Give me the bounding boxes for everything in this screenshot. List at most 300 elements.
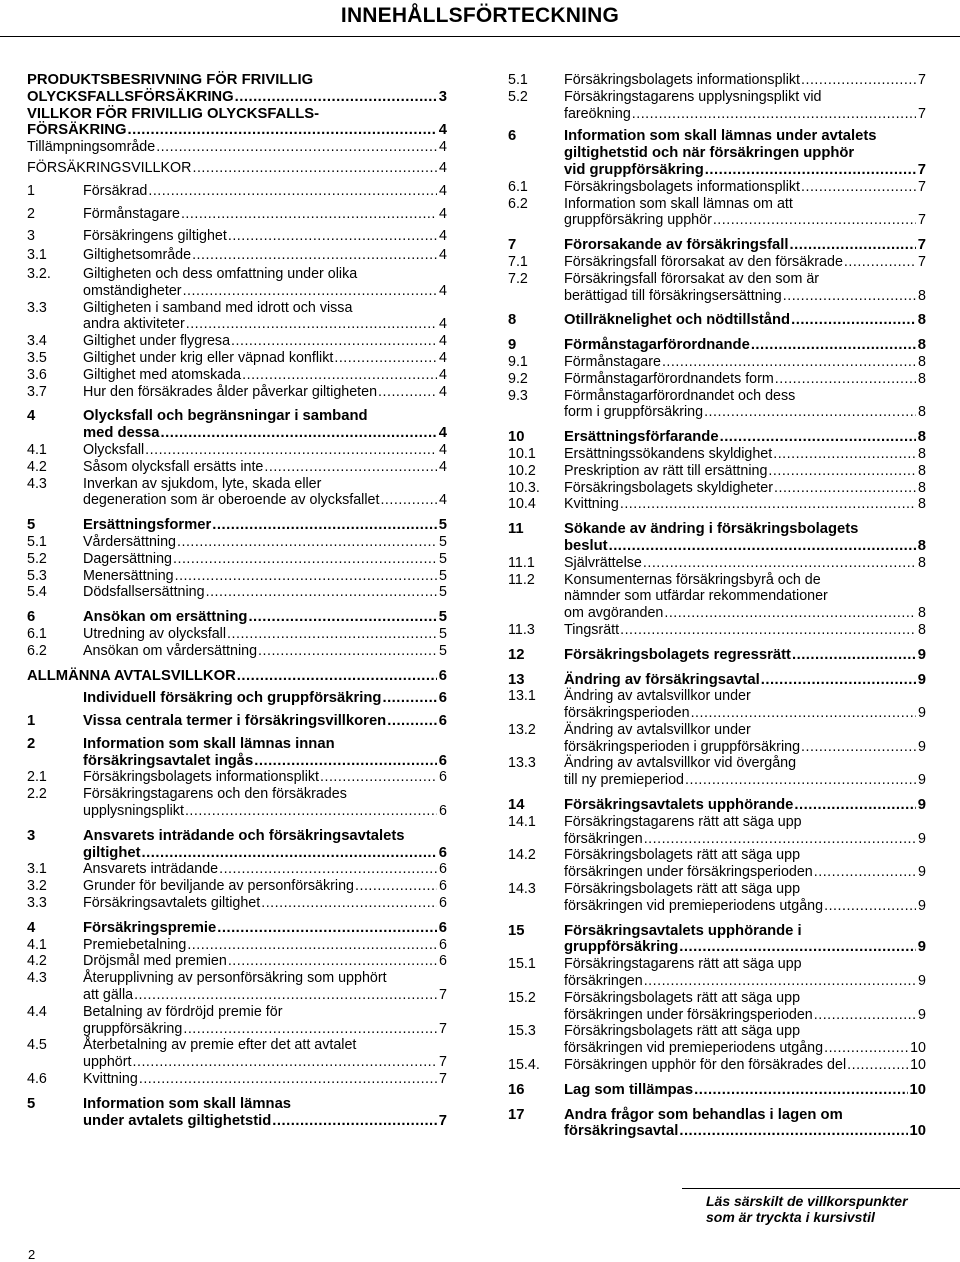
toc-entry xyxy=(27,350,447,367)
toc-entry xyxy=(508,688,926,722)
toc-entry-text xyxy=(83,300,447,334)
toc-entry-page: 4 xyxy=(439,228,447,245)
toc-entry-text xyxy=(564,847,926,881)
toc-entry-page: 7 xyxy=(438,1112,447,1129)
toc-entry-title: Självrättelse xyxy=(564,554,642,571)
toc-entry-page: 9 xyxy=(918,738,926,755)
toc-entry-text xyxy=(83,609,447,626)
toc-entry-number: 4.3 xyxy=(27,475,47,492)
toc-entry xyxy=(508,429,926,446)
toc-entry xyxy=(508,1057,926,1074)
toc-entry-text xyxy=(27,139,447,156)
toc-entry-text xyxy=(83,690,447,707)
dot-leader xyxy=(844,254,916,271)
toc-entry xyxy=(27,937,447,954)
toc-entry-number: 3.4 xyxy=(27,333,47,350)
toc-entry xyxy=(27,160,447,177)
toc-entry-number: 4.4 xyxy=(27,1003,47,1020)
toc-entry-title: Försäkringens giltighet xyxy=(83,228,227,245)
toc-entry xyxy=(27,139,447,156)
toc-entry-text xyxy=(564,480,926,497)
toc-entry-title: Utredning av olycksfall xyxy=(83,625,227,642)
toc-entry xyxy=(508,672,926,689)
toc-entry xyxy=(508,755,926,789)
toc-entry-page: 7 xyxy=(918,105,926,122)
toc-entry xyxy=(508,128,926,178)
dot-leader xyxy=(609,538,916,555)
toc-entry-text xyxy=(564,179,926,196)
toc-entry-title: Försäkringsbolagets informationsplikt xyxy=(564,178,801,195)
toc-entry-number: 3.5 xyxy=(27,349,47,366)
toc-entry-title: Betalning av fördröjd premie för xyxy=(83,1003,283,1020)
toc-entry-number: 3.7 xyxy=(27,383,47,400)
toc-entry-page: 3 xyxy=(438,88,447,105)
dot-leader xyxy=(632,106,916,123)
dot-leader xyxy=(378,384,437,401)
toc-entry-number: 4.2 xyxy=(27,953,47,970)
toc-entry-title: PRODUKTSBESRIVNING FÖR FRIVILLIG xyxy=(27,72,314,88)
toc-entry-title: Sökande av ändring i försäkringsbolagets xyxy=(564,521,859,538)
toc-entry-title: nämnder som utfärdar rekommendationer xyxy=(564,588,828,605)
dot-leader xyxy=(801,72,916,89)
dot-leader xyxy=(783,288,916,305)
toc-entry-page: 6 xyxy=(438,752,447,769)
toc-entry-page: 8 xyxy=(918,554,926,571)
toc-entry xyxy=(27,551,447,568)
toc-entry-title: Ansökan om vårdersättning xyxy=(83,642,258,659)
toc-entry-title: Lag som tillämpas xyxy=(564,1081,694,1098)
toc-entry-title: försäkringen under försäkringsperioden xyxy=(564,864,813,881)
dot-leader xyxy=(173,551,437,568)
dot-leader xyxy=(212,517,436,534)
toc-entry xyxy=(508,814,926,848)
toc-entry-number: 13 xyxy=(508,671,525,688)
dot-leader xyxy=(794,797,915,814)
toc-entry-text xyxy=(564,446,926,463)
dot-leader xyxy=(237,668,437,685)
dot-leader xyxy=(713,212,916,229)
toc-entry-title: försäkringen xyxy=(564,830,643,847)
toc-entry-page: 9 xyxy=(918,864,926,881)
dot-leader xyxy=(127,122,436,139)
toc-entry-page: 10 xyxy=(909,1081,926,1098)
toc-entry-title: försäkringsavtal xyxy=(564,1123,679,1140)
toc-entry xyxy=(27,568,447,585)
dot-leader xyxy=(679,1123,907,1140)
toc-entry-text xyxy=(564,1057,926,1074)
toc-entry-number: 2 xyxy=(27,205,35,222)
page-header xyxy=(0,0,960,37)
dot-leader xyxy=(187,937,437,954)
toc-entry-number: 10.4 xyxy=(508,496,536,513)
toc-entry-title: form i gruppförsäkring xyxy=(564,404,704,421)
toc-entry-number: 5.2 xyxy=(508,88,528,105)
dot-leader xyxy=(620,622,916,639)
dot-leader xyxy=(334,350,437,367)
toc-entry-number: 4.1 xyxy=(27,936,47,953)
toc-entry-title: Ersättningsformer xyxy=(83,517,212,534)
toc-entry xyxy=(508,446,926,463)
toc-entry xyxy=(27,266,447,300)
dot-leader xyxy=(145,442,437,459)
toc-entry xyxy=(508,647,926,664)
toc-entry-page: 4 xyxy=(439,441,447,458)
toc-entry-page: 7 xyxy=(439,1054,447,1071)
toc-entry-title: Ersättningsförfarande xyxy=(564,429,719,446)
toc-entry-title: ALLMÄNNA AVTALSVILLKOR xyxy=(27,667,236,684)
toc-entry-page: 4 xyxy=(439,205,447,222)
toc-entry-text xyxy=(83,953,447,970)
toc-entry-text xyxy=(564,622,926,639)
dot-leader xyxy=(192,160,437,177)
dot-leader xyxy=(814,1007,916,1024)
dot-leader xyxy=(685,772,916,789)
toc-entry-page: 4 xyxy=(439,366,447,383)
toc-entry-number: 5 xyxy=(27,1095,36,1112)
dot-leader xyxy=(272,1113,436,1130)
toc-entry-page: 6 xyxy=(438,844,447,861)
toc-entry-page: 9 xyxy=(917,646,926,663)
toc-entry-title: Försäkringsbolagets informationsplikt xyxy=(564,72,801,88)
toc-entry xyxy=(27,690,447,707)
toc-entry-text xyxy=(564,429,926,446)
dot-leader xyxy=(185,803,437,820)
dot-leader xyxy=(227,626,437,643)
toc-entry-text xyxy=(564,254,926,271)
toc-entry-number: 6 xyxy=(508,128,517,145)
toc-entry-page: 6 xyxy=(439,936,447,953)
toc-entry xyxy=(508,480,926,497)
toc-entry xyxy=(508,254,926,271)
toc-entry-title: Grunder för beviljande av personförsäkring xyxy=(83,878,354,895)
toc-entry-number: 7.2 xyxy=(508,270,528,287)
toc-entry-text xyxy=(83,350,447,367)
toc-entry-text xyxy=(564,555,926,572)
toc-entry-title: Tillämpningsområde xyxy=(27,139,156,156)
toc-entry-title: Information som skall lämnas om att xyxy=(564,195,793,212)
toc-entry-page: 7 xyxy=(439,1071,447,1088)
toc-entry-title: VILLKOR FÖR FRIVILLIG OLYCKSFALLS- xyxy=(27,105,320,122)
toc-entry-text xyxy=(83,626,447,643)
toc-entry-page: 6 xyxy=(438,919,447,936)
toc-entry xyxy=(27,953,447,970)
toc-entry-number: 13.3 xyxy=(508,755,536,772)
toc-entry-title: Giltighet under krig eller väpnad konflikt xyxy=(83,349,334,366)
toc-entry-text xyxy=(564,755,926,789)
toc-entry-text xyxy=(564,1023,926,1057)
toc-entry-number: 4 xyxy=(27,919,36,936)
dot-leader xyxy=(643,555,916,572)
toc-entry-number: 4.3 xyxy=(27,970,47,987)
toc-entry-title: Såsom olycksfall ersätts inte xyxy=(83,458,264,475)
dot-leader xyxy=(231,333,437,350)
toc-entry-number: 14 xyxy=(508,797,525,814)
dot-leader xyxy=(814,864,916,881)
toc-entry-text xyxy=(83,551,447,568)
toc-entry-title: Försäkringstagarens upplysningsplikt vid xyxy=(564,88,822,105)
toc-entry-page: 9 xyxy=(917,939,926,956)
toc-entry-page: 9 xyxy=(918,1006,926,1023)
toc-entry-page: 4 xyxy=(438,425,447,442)
toc-entry-title: Tingsrätt xyxy=(564,621,620,638)
toc-entry-title: vid gruppförsäkring xyxy=(564,161,704,178)
toc-entry-page: 4 xyxy=(439,316,447,333)
toc-entry-text xyxy=(564,1107,926,1141)
toc-entry-title: Försäkringspremie xyxy=(83,919,217,936)
toc-entry-title: berättigad till försäkringsersättning xyxy=(564,287,782,304)
toc-entry xyxy=(27,534,447,551)
toc-entry xyxy=(508,956,926,990)
toc-entry-text xyxy=(83,206,447,223)
toc-entry-page: 6 xyxy=(439,769,447,786)
toc-entry-title: Förorsakande av försäkringsfall xyxy=(564,237,789,254)
toc-entry-number: 3.2. xyxy=(27,265,51,282)
toc-entry xyxy=(508,237,926,254)
dot-leader xyxy=(242,367,437,384)
toc-entry-text xyxy=(83,736,447,770)
toc-entry xyxy=(27,786,447,820)
toc-entry-page: 7 xyxy=(918,253,926,270)
toc-entry-page: 9 xyxy=(917,797,926,814)
toc-entry xyxy=(27,668,447,685)
dot-leader xyxy=(694,1082,907,1099)
toc-entry-title: FÖRSÄKRINGSVILLKOR xyxy=(27,159,192,176)
toc-entry-text xyxy=(83,920,447,937)
toc-entry-page: 8 xyxy=(918,479,926,496)
toc-entry-number: 1 xyxy=(27,713,36,730)
toc-entry-number: 9.2 xyxy=(508,370,528,387)
toc-entry-page: 5 xyxy=(439,550,447,567)
toc-entry-number: 3.3 xyxy=(27,895,47,912)
toc-entry xyxy=(508,271,926,305)
toc-entry-title: Försäkringsbolagets informationsplikt xyxy=(83,769,320,786)
toc-entry-text xyxy=(564,521,926,555)
dot-leader xyxy=(791,312,916,329)
dot-leader xyxy=(662,354,916,371)
toc-entry xyxy=(27,206,447,223)
toc-entry-page: 6 xyxy=(438,713,447,730)
toc-entry-title: Försäkringsbolagets skyldigheter xyxy=(564,479,773,496)
dot-leader xyxy=(773,446,916,463)
toc-entry-number: 15.4. xyxy=(508,1057,540,1074)
toc-entry-title: Ändring av försäkringsavtal xyxy=(564,671,760,688)
toc-entry-page: 8 xyxy=(917,537,926,554)
toc-entry-title: Olycksfall och begränsningar i samband xyxy=(83,408,368,425)
toc-entry xyxy=(27,442,447,459)
toc-entry-text xyxy=(564,72,926,89)
toc-entry-title: Olycksfall xyxy=(83,441,145,458)
toc-entry-text xyxy=(564,496,926,513)
toc-entry xyxy=(508,1107,926,1141)
toc-entry-page: 10 xyxy=(910,1057,926,1074)
toc-entry-number: 11.2 xyxy=(508,571,535,588)
dot-leader xyxy=(161,425,437,442)
toc-entry-text xyxy=(564,312,926,329)
dot-leader xyxy=(134,987,437,1004)
toc-entry-text xyxy=(564,128,926,178)
dot-leader xyxy=(792,647,916,664)
toc-entry-number: 17 xyxy=(508,1106,525,1123)
dot-leader xyxy=(177,534,437,551)
dot-leader xyxy=(258,643,437,660)
toc-entry xyxy=(508,72,926,89)
toc-entry-text xyxy=(83,247,447,264)
toc-entry-page: 8 xyxy=(918,462,926,479)
note-line-1: Läs särskilt de villkorspunkter xyxy=(706,1193,908,1209)
dot-leader xyxy=(148,183,437,200)
toc-entry-number: 5.2 xyxy=(27,550,47,567)
toc-entry-title: Försäkringsbolagets rätt att säga upp xyxy=(564,881,801,898)
toc-entry-page: 5 xyxy=(439,567,447,584)
toc-entry-title: försäkringen under försäkringsperioden xyxy=(564,1006,813,1023)
toc-entry xyxy=(27,626,447,643)
dot-leader xyxy=(219,861,437,878)
toc-entry-page: 8 xyxy=(918,287,926,304)
toc-entry-number: 4 xyxy=(27,408,36,425)
toc-entry-page: 7 xyxy=(439,1020,447,1037)
toc-entry-text xyxy=(564,337,926,354)
toc-entry-text xyxy=(83,459,447,476)
toc-entry-number: 6 xyxy=(27,609,36,626)
toc-entry-title: försäkringsperioden i gruppförsäkring xyxy=(564,738,801,755)
toc-entry-page: 6 xyxy=(439,861,447,878)
toc-entry-text xyxy=(564,388,926,422)
toc-entry-number: 2.2 xyxy=(27,786,47,803)
toc-entry xyxy=(27,895,447,912)
toc-entry-number: 9 xyxy=(508,337,517,354)
toc-entry-title: Försäkringsavtalets upphörande i xyxy=(564,922,802,939)
toc-entry-title: Försäkringsbolagets rätt att säga upp xyxy=(564,1023,801,1040)
toc-entry-title: Försäkrad xyxy=(83,182,148,199)
toc-entry-page: 10 xyxy=(910,1040,926,1057)
dot-leader xyxy=(705,162,916,179)
toc-entry-page: 6 xyxy=(439,878,447,895)
toc-entry-title: Ansökan om ersättning xyxy=(83,609,248,626)
toc-entry-number: 3.6 xyxy=(27,366,47,383)
toc-entry-page: 8 xyxy=(918,496,926,513)
toc-entry-title: Inverkan av sjukdom, lyte, skada eller xyxy=(83,475,322,492)
toc-entry-page: 6 xyxy=(438,667,447,684)
toc-entry-title: försäkringen vid premieperiodens utgång xyxy=(564,1040,824,1057)
toc-entry-text xyxy=(564,990,926,1024)
toc-entry-number: 6.1 xyxy=(27,625,47,642)
toc-entry-page: 5 xyxy=(439,533,447,550)
toc-entry-page: 4 xyxy=(439,139,447,156)
toc-entry-title: Försäkringsfall förorsakat av den försäkrade xyxy=(564,253,843,270)
toc-entry-page: 8 xyxy=(918,621,926,638)
toc-entry-title: Ändring av avtalsvillkor vid övergång xyxy=(564,755,797,772)
page-number: 2 xyxy=(28,1247,36,1262)
toc-entry-number: 5.4 xyxy=(27,584,47,601)
toc-entry xyxy=(27,1004,447,1038)
dot-leader xyxy=(644,831,916,848)
toc-entry xyxy=(27,609,447,626)
toc-entry-text xyxy=(83,534,447,551)
toc-entry-title: degeneration som är oberoende av olycksfallet xyxy=(83,492,380,509)
toc-entry-title: Kvittning xyxy=(564,496,619,513)
toc-entry-title: Giltighet under flygresa xyxy=(83,333,231,350)
toc-entry-title: omständigheter xyxy=(83,282,182,299)
toc-entry-number: 5.3 xyxy=(27,567,47,584)
toc-entry xyxy=(508,354,926,371)
toc-entry-text xyxy=(564,688,926,722)
toc-entry-title: Giltighetsområde xyxy=(83,247,192,264)
toc-entry-number: 11 xyxy=(508,521,524,538)
toc-entry xyxy=(508,847,926,881)
toc-entry-text xyxy=(83,861,447,878)
toc-entry xyxy=(27,861,447,878)
dot-leader xyxy=(235,89,437,106)
toc-entry-title: Återbetalning av premie efter det att avtalet xyxy=(83,1037,357,1054)
toc-entry-title: Giltighet med atomskada xyxy=(83,366,242,383)
toc-entry-page: 9 xyxy=(918,973,926,990)
toc-entry-text xyxy=(564,572,926,622)
toc-entry xyxy=(508,990,926,1024)
toc-entry-number: 11.1 xyxy=(508,554,535,571)
toc-entry-number: 10.2 xyxy=(508,462,536,479)
toc-entry xyxy=(27,878,447,895)
toc-entry-number: 9.1 xyxy=(508,353,528,370)
dot-leader xyxy=(620,496,916,513)
toc-entry-text xyxy=(83,266,447,300)
toc-entry-title: FÖRSÄKRING xyxy=(27,122,127,139)
toc-entry-text xyxy=(564,354,926,371)
toc-entry-text xyxy=(564,271,926,305)
toc-entry-title: Information som skall lämnas xyxy=(83,1095,292,1112)
toc-entry xyxy=(27,970,447,1004)
toc-entry-page: 8 xyxy=(918,404,926,421)
toc-entry-page: 6 xyxy=(439,895,447,912)
toc-entry-number: 16 xyxy=(508,1081,525,1098)
dot-leader xyxy=(320,769,437,786)
toc-entry-number: 15.3 xyxy=(508,1023,536,1040)
toc-entry xyxy=(27,1071,447,1088)
toc-entry-text xyxy=(564,881,926,915)
toc-entry-page: 8 xyxy=(918,605,926,622)
toc-entry xyxy=(508,371,926,388)
toc-entry-page: 10 xyxy=(909,1123,926,1140)
toc-entry xyxy=(27,367,447,384)
toc-entry-title: Preskription av rätt till ersättning xyxy=(564,462,768,479)
toc-entry-text xyxy=(83,1004,447,1038)
toc-entry-title: Ändring av avtalsvillkor under xyxy=(564,721,751,738)
toc-entry-text xyxy=(83,442,447,459)
toc-entry-text xyxy=(83,786,447,820)
toc-entry xyxy=(508,463,926,480)
toc-entry xyxy=(27,920,447,937)
toc-entry-title: Förmånstagare xyxy=(83,205,180,222)
toc-entry-number: 13.1 xyxy=(508,688,536,705)
toc-entry-number: 4.6 xyxy=(27,1071,47,1088)
toc-entry-page: 8 xyxy=(917,429,926,446)
toc-entry-page: 4 xyxy=(438,122,447,139)
toc-entry-text xyxy=(83,384,447,401)
toc-entry xyxy=(508,1023,926,1057)
toc-entry-text xyxy=(564,797,926,814)
toc-entry-number: 13.2 xyxy=(508,721,536,738)
toc-entry-text xyxy=(83,828,447,862)
toc-entry-title: Menersättning xyxy=(83,567,174,584)
toc-entry xyxy=(508,388,926,422)
toc-entry-text xyxy=(83,367,447,384)
toc-entry-page: 6 xyxy=(439,803,447,820)
toc-entry-title: Vårdersättning xyxy=(83,533,176,550)
toc-entry-title: försäkringsperioden xyxy=(564,705,690,722)
toc-entry-text xyxy=(83,878,447,895)
toc-entry-number: 2 xyxy=(27,735,36,752)
toc-entry-number: 15.1 xyxy=(508,956,536,973)
toc-entry-text xyxy=(83,517,447,534)
